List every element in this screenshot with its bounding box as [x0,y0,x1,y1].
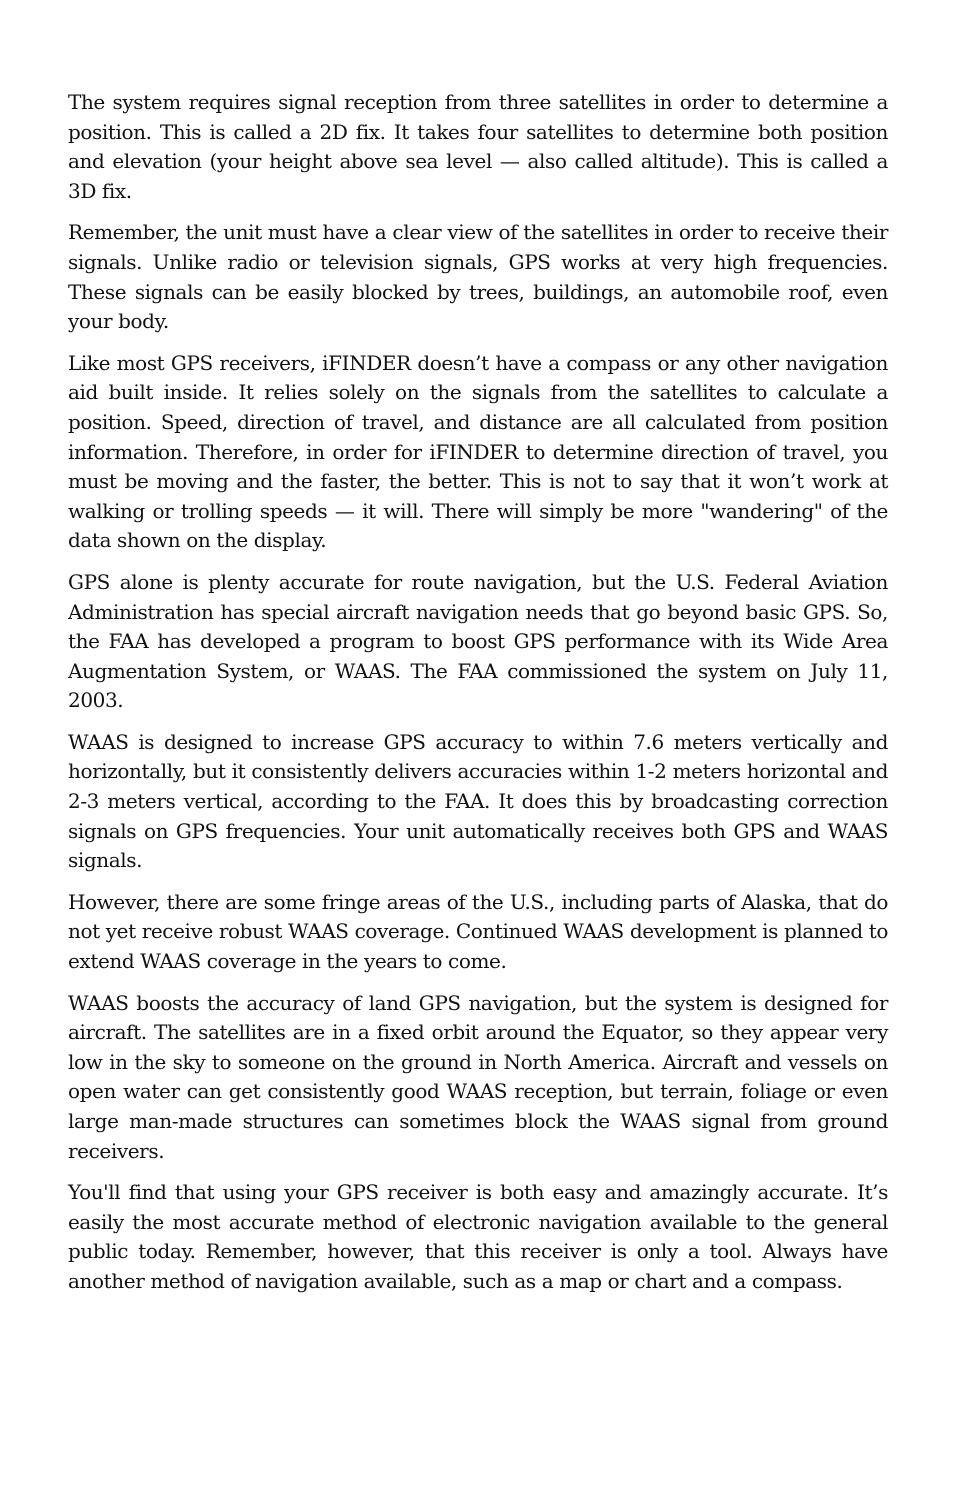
paragraph-waas-accuracy: WAAS is designed to increase GPS accuracy to within 7.6 meters vertically and horizontally, but it consistently delivers accuracies within 1-2 meters horizontal and 2-3 meters vertical, according to the FAA. It does this by broadcasting correction signals on GPS frequencies. Your unit automatically receives both GPS and WAAS signals. [68,729,888,873]
paragraph-waas-aircraft: WAAS boosts the accuracy of land GPS navigation, but the system is designed for aircraft. The satellites are in a fixed orbit around the Equator, so they appear very low in the sky to someone on the ground in North America. Aircraft and vessels on open water can get consistently good WAAS reception, but terrain, foliage or even large man-made structures can sometimes block the WAAS signal from ground receivers. [68,990,888,1163]
paragraph-fringe-areas: However, there are some fringe areas of the U.S., including parts of Alaska, that do not yet receive robust WAAS coverage. Continued WAAS development is planned to extend WAAS coverage in the years to come. [68,889,888,974]
document-page [68,88,888,1309]
paragraph-faa-waas: GPS alone is plenty accurate for route navigation, but the U.S. Federal Aviation Administration has special aircraft navigation needs that go beyond basic GPS. So, the FAA has developed a program to boost GPS performance with its Wide Area Augmentation System, or WAAS. The FAA commissioned the system on July 11, 2003. [68,569,888,713]
paragraph-no-compass: Like most GPS receivers, iFINDER doesn’t have a compass or any other navigation aid built inside. It relies solely on the signals from the satellites to calculate a position. Speed, direction of travel, and distance are all calculated from position information. Therefore, in order for iFINDER to determine direction of travel, you must be moving and the faster, the better. This is not to say that it won’t work at walking or trolling speeds — it will. There will simply be more "wandering" of the data shown on the display. [68,350,888,553]
paragraph-satellite-fix: The system requires signal reception from three satellites in order to determine a position. This is called a 2D fix. It takes four satellites to determine both position and elevation (your height above sea level — also called altitude). This is called a 3D fix. [68,90,888,203]
paragraph-clear-view: Remember, the unit must have a clear view of the satellites in order to receive their signals. Unlike radio or television signals, GPS works at very high frequencies. These signals can be easily blocked by trees, buildings, an automobile roof, even your body. [68,220,888,334]
paragraph-tool-warning: You'll find that using your GPS receiver is both easy and amazingly accurate. It’s easily the most accurate method of electronic navigation available to the general public today. Remember, however, that this receiver is only a tool. Always have another method of navigation available, such as a map or chart and a compass. [68,1180,888,1293]
